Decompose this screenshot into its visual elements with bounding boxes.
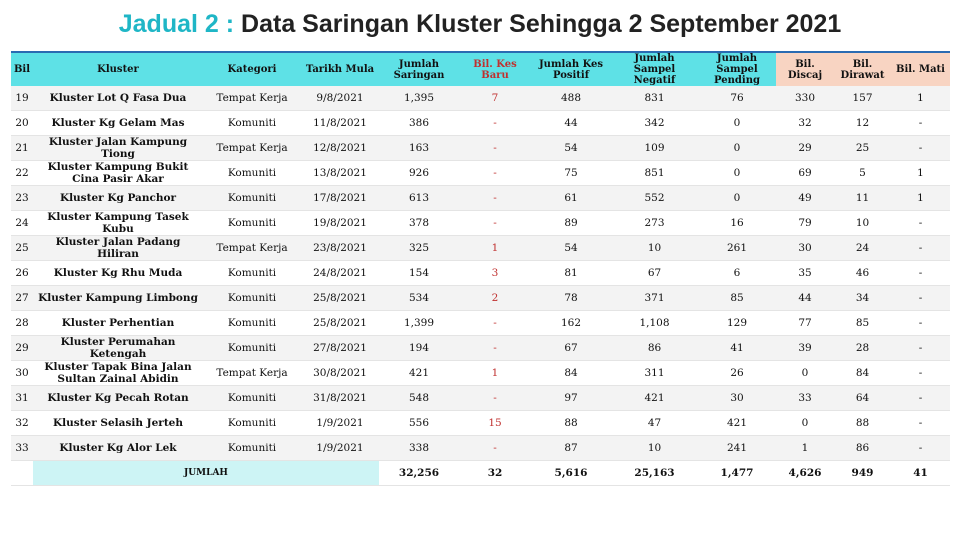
cell-kluster: Kluster Perhentian xyxy=(33,311,203,336)
header-bil: Bil xyxy=(11,52,33,86)
total-label: JUMLAH xyxy=(33,461,379,486)
cell-pending: 0 xyxy=(698,111,776,136)
cell-positif: 44 xyxy=(531,111,611,136)
cell-bil: 19 xyxy=(11,86,33,111)
cell-pending: 0 xyxy=(698,161,776,186)
cell-negatif: 109 xyxy=(611,136,698,161)
cell-kluster: Kluster Jalan Padang Hiliran xyxy=(33,236,203,261)
cell-discaj: 35 xyxy=(776,261,834,286)
cell-bil: 20 xyxy=(11,111,33,136)
cell-mati: - xyxy=(891,311,950,336)
cell-kes-baru: - xyxy=(459,386,531,411)
cell-kes-baru: 7 xyxy=(459,86,531,111)
cell-tarikh: 1/9/2021 xyxy=(301,436,379,461)
cell-dirawat: 28 xyxy=(834,336,891,361)
cell-positif: 67 xyxy=(531,336,611,361)
cell-kluster: Kluster Lot Q Fasa Dua xyxy=(33,86,203,111)
cell-kategori: Tempat Kerja xyxy=(203,86,301,111)
cell-discaj: 77 xyxy=(776,311,834,336)
cell-negatif: 421 xyxy=(611,386,698,411)
cell-saringan: 1,399 xyxy=(379,311,459,336)
table-row xyxy=(11,211,950,236)
table-row xyxy=(11,186,950,211)
cell-discaj: 1 xyxy=(776,436,834,461)
cell-kes-baru: 1 xyxy=(459,236,531,261)
cell-kes-baru: - xyxy=(459,161,531,186)
cell-dirawat: 85 xyxy=(834,311,891,336)
cell-kategori: Komuniti xyxy=(203,111,301,136)
cell-dirawat: 88 xyxy=(834,411,891,436)
cell-mati: - xyxy=(891,361,950,386)
cell-positif: 87 xyxy=(531,436,611,461)
cell-saringan: 386 xyxy=(379,111,459,136)
cell-dirawat: 64 xyxy=(834,386,891,411)
cell-mati: 1 xyxy=(891,161,950,186)
total-positif: 5,616 xyxy=(531,461,611,486)
cell-tarikh: 1/9/2021 xyxy=(301,411,379,436)
cell-dirawat: 24 xyxy=(834,236,891,261)
header-kategori: Kategori xyxy=(203,52,301,86)
cell-discaj: 30 xyxy=(776,236,834,261)
cell-positif: 75 xyxy=(531,161,611,186)
cell-discaj: 39 xyxy=(776,336,834,361)
table-row xyxy=(11,311,950,336)
table-body xyxy=(11,86,950,461)
cell-tarikh: 27/8/2021 xyxy=(301,336,379,361)
cell-positif: 97 xyxy=(531,386,611,411)
cell-kategori: Komuniti xyxy=(203,261,301,286)
cell-discaj: 79 xyxy=(776,211,834,236)
cell-kluster: Kluster Kg Panchor xyxy=(33,186,203,211)
cell-positif: 88 xyxy=(531,411,611,436)
cell-tarikh: 25/8/2021 xyxy=(301,286,379,311)
title-prefix: Jadual 2 : xyxy=(118,10,235,38)
header-negatif: Jumlah Sampel Negatif xyxy=(611,52,698,86)
table-row xyxy=(11,386,950,411)
cell-saringan: 421 xyxy=(379,361,459,386)
cell-negatif: 1,108 xyxy=(611,311,698,336)
cell-bil: 21 xyxy=(11,136,33,161)
cell-negatif: 47 xyxy=(611,411,698,436)
cell-kluster: Kluster Jalan Kampung Tiong xyxy=(33,136,203,161)
cell-dirawat: 86 xyxy=(834,436,891,461)
table-row xyxy=(11,111,950,136)
cell-saringan: 1,395 xyxy=(379,86,459,111)
cell-saringan: 926 xyxy=(379,161,459,186)
header-kes-baru: Bil. Kes Baru xyxy=(459,52,531,86)
cell-dirawat: 25 xyxy=(834,136,891,161)
cell-negatif: 10 xyxy=(611,436,698,461)
title-text: Data Saringan Kluster Sehingga 2 September 2021 xyxy=(241,10,842,38)
table-row xyxy=(11,286,950,311)
cell-negatif: 851 xyxy=(611,161,698,186)
cell-positif: 54 xyxy=(531,136,611,161)
cell-kluster: Kluster Kg Pecah Rotan xyxy=(33,386,203,411)
cell-tarikh: 17/8/2021 xyxy=(301,186,379,211)
cell-tarikh: 31/8/2021 xyxy=(301,386,379,411)
cell-tarikh: 19/8/2021 xyxy=(301,211,379,236)
cell-pending: 16 xyxy=(698,211,776,236)
header-tarikh: Tarikh Mula xyxy=(301,52,379,86)
header-kluster: Kluster xyxy=(33,52,203,86)
cell-negatif: 86 xyxy=(611,336,698,361)
cell-mati: - xyxy=(891,236,950,261)
cell-kluster: Kluster Perumahan Ketengah xyxy=(33,336,203,361)
cell-kategori: Komuniti xyxy=(203,336,301,361)
cell-positif: 81 xyxy=(531,261,611,286)
cell-dirawat: 46 xyxy=(834,261,891,286)
cell-bil: 30 xyxy=(11,361,33,386)
total-kes-baru: 32 xyxy=(459,461,531,486)
cell-kategori: Komuniti xyxy=(203,186,301,211)
cell-kategori: Tempat Kerja xyxy=(203,361,301,386)
total-dirawat: 949 xyxy=(834,461,891,486)
cluster-table xyxy=(11,51,950,486)
cell-bil: 33 xyxy=(11,436,33,461)
cell-discaj: 69 xyxy=(776,161,834,186)
cell-bil: 24 xyxy=(11,211,33,236)
cell-pending: 129 xyxy=(698,311,776,336)
cell-mati: - xyxy=(891,411,950,436)
cell-pending: 261 xyxy=(698,236,776,261)
header-positif: Jumlah Kes Positif xyxy=(531,52,611,86)
cell-discaj: 0 xyxy=(776,361,834,386)
table-row xyxy=(11,361,950,386)
header-dirawat: Bil. Dirawat xyxy=(834,52,891,86)
cell-pending: 30 xyxy=(698,386,776,411)
cell-kes-baru: - xyxy=(459,336,531,361)
cell-mati: 1 xyxy=(891,186,950,211)
cell-positif: 61 xyxy=(531,186,611,211)
cell-kluster: Kluster Kg Rhu Muda xyxy=(33,261,203,286)
table-row xyxy=(11,336,950,361)
cell-pending: 76 xyxy=(698,86,776,111)
cell-kluster: Kluster Selasih Jerteh xyxy=(33,411,203,436)
table-header xyxy=(11,52,950,86)
cell-tarikh: 13/8/2021 xyxy=(301,161,379,186)
cell-mati: 1 xyxy=(891,86,950,111)
cell-kes-baru: 15 xyxy=(459,411,531,436)
cell-negatif: 831 xyxy=(611,86,698,111)
cell-dirawat: 157 xyxy=(834,86,891,111)
total-pending: 1,477 xyxy=(698,461,776,486)
cell-kategori: Komuniti xyxy=(203,311,301,336)
cell-discaj: 49 xyxy=(776,186,834,211)
cell-kluster: Kluster Kampung Tasek Kubu xyxy=(33,211,203,236)
total-mati: 41 xyxy=(891,461,950,486)
cell-saringan: 194 xyxy=(379,336,459,361)
cell-mati: - xyxy=(891,436,950,461)
cell-discaj: 33 xyxy=(776,386,834,411)
cell-dirawat: 10 xyxy=(834,211,891,236)
cell-bil: 31 xyxy=(11,386,33,411)
cell-tarikh: 11/8/2021 xyxy=(301,111,379,136)
cell-bil: 28 xyxy=(11,311,33,336)
cell-bil: 27 xyxy=(11,286,33,311)
cell-negatif: 67 xyxy=(611,261,698,286)
cell-mati: - xyxy=(891,111,950,136)
cell-kluster: Kluster Kampung Bukit Cina Pasir Akar xyxy=(33,161,203,186)
header-mati: Bil. Mati xyxy=(891,52,950,86)
cell-mati: - xyxy=(891,136,950,161)
cell-discaj: 330 xyxy=(776,86,834,111)
cell-dirawat: 11 xyxy=(834,186,891,211)
cell-kategori: Komuniti xyxy=(203,286,301,311)
cell-kluster: Kluster Kampung Limbong xyxy=(33,286,203,311)
cell-tarikh: 30/8/2021 xyxy=(301,361,379,386)
page-title xyxy=(0,10,960,39)
cell-negatif: 342 xyxy=(611,111,698,136)
cell-negatif: 273 xyxy=(611,211,698,236)
cell-mati: - xyxy=(891,336,950,361)
cell-dirawat: 34 xyxy=(834,286,891,311)
cell-saringan: 154 xyxy=(379,261,459,286)
cell-kes-baru: 2 xyxy=(459,286,531,311)
cell-kes-baru: - xyxy=(459,311,531,336)
total-saringan: 32,256 xyxy=(379,461,459,486)
cell-discaj: 44 xyxy=(776,286,834,311)
cell-kluster: Kluster Tapak Bina Jalan Sultan Zainal Abidin xyxy=(33,361,203,386)
cell-bil: 23 xyxy=(11,186,33,211)
cell-dirawat: 84 xyxy=(834,361,891,386)
cell-mati: - xyxy=(891,211,950,236)
cell-kategori: Komuniti xyxy=(203,161,301,186)
cell-dirawat: 12 xyxy=(834,111,891,136)
cell-kategori: Komuniti xyxy=(203,411,301,436)
cell-kes-baru: 1 xyxy=(459,361,531,386)
header-saringan: Jumlah Saringan xyxy=(379,52,459,86)
cell-discaj: 0 xyxy=(776,411,834,436)
cell-kes-baru: - xyxy=(459,111,531,136)
cell-positif: 89 xyxy=(531,211,611,236)
total-discaj: 4,626 xyxy=(776,461,834,486)
table-row xyxy=(11,86,950,111)
cell-discaj: 29 xyxy=(776,136,834,161)
cell-pending: 41 xyxy=(698,336,776,361)
cell-pending: 0 xyxy=(698,186,776,211)
cell-kes-baru: - xyxy=(459,186,531,211)
table-row xyxy=(11,411,950,436)
cell-kes-baru: 3 xyxy=(459,261,531,286)
cell-kategori: Komuniti xyxy=(203,436,301,461)
cell-tarikh: 23/8/2021 xyxy=(301,236,379,261)
cell-tarikh: 24/8/2021 xyxy=(301,261,379,286)
cell-dirawat: 5 xyxy=(834,161,891,186)
cell-discaj: 32 xyxy=(776,111,834,136)
table-row xyxy=(11,436,950,461)
total-negatif: 25,163 xyxy=(611,461,698,486)
cell-tarikh: 25/8/2021 xyxy=(301,311,379,336)
cell-pending: 85 xyxy=(698,286,776,311)
cell-positif: 84 xyxy=(531,361,611,386)
cell-tarikh: 9/8/2021 xyxy=(301,86,379,111)
cell-saringan: 378 xyxy=(379,211,459,236)
cell-saringan: 534 xyxy=(379,286,459,311)
cell-mati: - xyxy=(891,386,950,411)
cell-pending: 0 xyxy=(698,136,776,161)
cell-negatif: 311 xyxy=(611,361,698,386)
cell-saringan: 548 xyxy=(379,386,459,411)
cell-kluster: Kluster Kg Alor Lek xyxy=(33,436,203,461)
cell-saringan: 325 xyxy=(379,236,459,261)
cell-kategori: Tempat Kerja xyxy=(203,236,301,261)
cell-kes-baru: - xyxy=(459,136,531,161)
cell-bil: 26 xyxy=(11,261,33,286)
cell-pending: 421 xyxy=(698,411,776,436)
table-row xyxy=(11,261,950,286)
cell-bil: 32 xyxy=(11,411,33,436)
cell-kluster: Kluster Kg Gelam Mas xyxy=(33,111,203,136)
cell-kes-baru: - xyxy=(459,436,531,461)
cell-saringan: 613 xyxy=(379,186,459,211)
cell-negatif: 371 xyxy=(611,286,698,311)
cell-negatif: 10 xyxy=(611,236,698,261)
cell-saringan: 338 xyxy=(379,436,459,461)
header-discaj: Bil. Discaj xyxy=(776,52,834,86)
table-row xyxy=(11,136,950,161)
cell-bil: 22 xyxy=(11,161,33,186)
cell-pending: 241 xyxy=(698,436,776,461)
cell-saringan: 163 xyxy=(379,136,459,161)
cell-pending: 6 xyxy=(698,261,776,286)
cell-negatif: 552 xyxy=(611,186,698,211)
cell-kategori: Tempat Kerja xyxy=(203,136,301,161)
cell-mati: - xyxy=(891,261,950,286)
cell-saringan: 556 xyxy=(379,411,459,436)
table-row xyxy=(11,161,950,186)
cell-kategori: Komuniti xyxy=(203,386,301,411)
header-pending: Jumlah Sampel Pending xyxy=(698,52,776,86)
table-footer xyxy=(11,461,950,486)
cell-bil: 25 xyxy=(11,236,33,261)
cell-positif: 54 xyxy=(531,236,611,261)
total-blank xyxy=(11,461,33,486)
cell-kategori: Komuniti xyxy=(203,211,301,236)
cell-tarikh: 12/8/2021 xyxy=(301,136,379,161)
cell-pending: 26 xyxy=(698,361,776,386)
cell-positif: 78 xyxy=(531,286,611,311)
table-row xyxy=(11,236,950,261)
cell-bil: 29 xyxy=(11,336,33,361)
cell-mati: - xyxy=(891,286,950,311)
cell-kes-baru: - xyxy=(459,211,531,236)
cell-positif: 488 xyxy=(531,86,611,111)
cell-positif: 162 xyxy=(531,311,611,336)
